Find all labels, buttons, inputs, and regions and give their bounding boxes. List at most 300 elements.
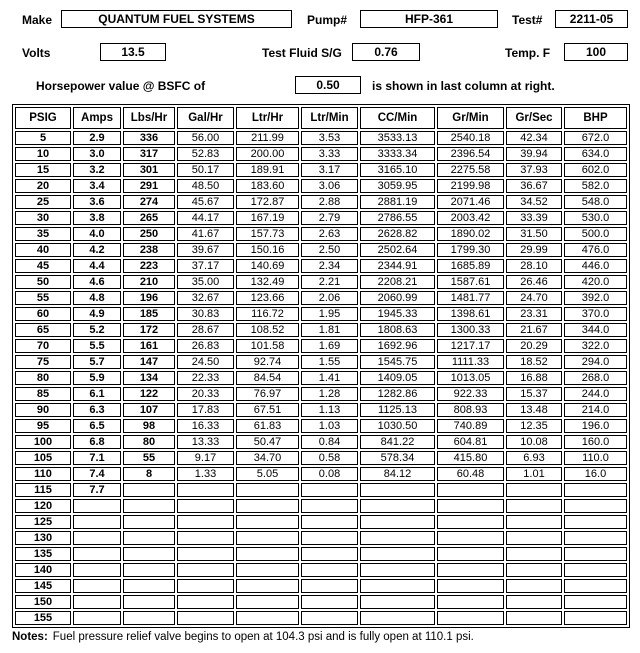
table-row [15, 307, 627, 321]
table-cell: 1545.75 [360, 355, 435, 369]
table-cell: 15.37 [506, 387, 562, 401]
table-cell [564, 611, 627, 625]
table-cell: 1808.63 [360, 323, 435, 337]
table-cell: 301 [123, 163, 175, 177]
table-cell: 7.4 [73, 467, 121, 481]
table-cell: 9.17 [177, 451, 234, 465]
table-cell [73, 531, 121, 545]
table-cell: 80 [123, 435, 175, 449]
table-cell: 55 [123, 451, 175, 465]
table-cell [123, 499, 175, 513]
table-row [15, 291, 627, 305]
table-cell: 0.84 [301, 435, 358, 449]
table-cell [177, 611, 234, 625]
table-cell: 90 [15, 403, 71, 417]
table-row [15, 419, 627, 433]
table-cell: 1481.77 [437, 291, 504, 305]
table-cell [301, 547, 358, 561]
column-header: Lbs/Hr [123, 107, 175, 129]
table-cell: 2199.98 [437, 179, 504, 193]
table-cell [564, 515, 627, 529]
column-header: Gr/Min [437, 107, 504, 129]
table-cell: 134 [123, 371, 175, 385]
table-cell [73, 579, 121, 593]
table-cell: 2071.46 [437, 195, 504, 209]
column-header: Gr/Sec [506, 107, 562, 129]
table-cell: 21.67 [506, 323, 562, 337]
table-cell: 84.12 [360, 467, 435, 481]
table-cell: 244.0 [564, 387, 627, 401]
table-cell: 1799.30 [437, 243, 504, 257]
table-cell [360, 563, 435, 577]
table-cell [301, 531, 358, 545]
table-cell [437, 499, 504, 513]
table-cell: 6.3 [73, 403, 121, 417]
table-row [15, 531, 627, 545]
table-cell: 1030.50 [360, 419, 435, 433]
table-cell [437, 611, 504, 625]
table-cell [123, 563, 175, 577]
table-row [15, 227, 627, 241]
table-cell: 294.0 [564, 355, 627, 369]
table-cell [236, 499, 299, 513]
table-cell [236, 515, 299, 529]
table-cell [301, 595, 358, 609]
table-cell: 35 [15, 227, 71, 241]
table-cell: 1282.86 [360, 387, 435, 401]
table-cell: 1.01 [506, 467, 562, 481]
table-body [15, 131, 627, 625]
table-cell [360, 499, 435, 513]
table-cell [177, 547, 234, 561]
table-cell: 41.67 [177, 227, 234, 241]
table-cell [123, 531, 175, 545]
table-cell: 150.16 [236, 243, 299, 257]
table-row [15, 483, 627, 497]
table-cell: 1.95 [301, 307, 358, 321]
table-cell: 3.8 [73, 211, 121, 225]
table-cell: 5.9 [73, 371, 121, 385]
table-cell: 1398.61 [437, 307, 504, 321]
make-label: Make [22, 13, 53, 27]
table-cell: 3333.34 [360, 147, 435, 161]
table-cell: 5.05 [236, 467, 299, 481]
table-cell: 922.33 [437, 387, 504, 401]
table-cell: 25 [15, 195, 71, 209]
table-row [15, 435, 627, 449]
table-cell: 1300.33 [437, 323, 504, 337]
table-cell: 36.67 [506, 179, 562, 193]
table-cell: 42.34 [506, 131, 562, 145]
table-cell [506, 547, 562, 561]
test-fluid-sg-label: Test Fluid S/G [262, 46, 342, 60]
table-cell: 530.0 [564, 211, 627, 225]
table-cell: 370.0 [564, 307, 627, 321]
table-cell: 4.0 [73, 227, 121, 241]
table-cell: 196.0 [564, 419, 627, 433]
column-header: CC/Min [360, 107, 435, 129]
table-cell [301, 611, 358, 625]
table-cell: 12.35 [506, 419, 562, 433]
table-cell: 24.70 [506, 291, 562, 305]
table-cell [437, 595, 504, 609]
table-cell: 110 [15, 467, 71, 481]
table-cell: 3.17 [301, 163, 358, 177]
table-cell: 185 [123, 307, 175, 321]
table-row [15, 355, 627, 369]
table-cell [301, 563, 358, 577]
table-cell: 1125.13 [360, 403, 435, 417]
table-cell: 274 [123, 195, 175, 209]
table-cell [506, 499, 562, 513]
table-cell: 172.87 [236, 195, 299, 209]
table-cell: 76.97 [236, 387, 299, 401]
table-cell: 5.7 [73, 355, 121, 369]
table-cell: 110.0 [564, 451, 627, 465]
table-cell: 157.73 [236, 227, 299, 241]
table-row [15, 547, 627, 561]
table-cell: 120 [15, 499, 71, 513]
table-cell: 2.79 [301, 211, 358, 225]
table-cell: 200.00 [236, 147, 299, 161]
table-cell: 446.0 [564, 259, 627, 273]
make-field[interactable]: QUANTUM FUEL SYSTEMS [61, 10, 292, 28]
table-cell: 40 [15, 243, 71, 257]
table-row [15, 147, 627, 161]
table-cell [73, 515, 121, 529]
temp-field[interactable]: 100 [564, 43, 628, 61]
table-cell [437, 579, 504, 593]
table-cell: 196 [123, 291, 175, 305]
table-cell: 50 [15, 275, 71, 289]
table-cell: 3533.13 [360, 131, 435, 145]
table-cell: 56.00 [177, 131, 234, 145]
table-cell [360, 579, 435, 593]
table-cell [73, 547, 121, 561]
table-cell: 24.50 [177, 355, 234, 369]
table-cell: 135 [15, 547, 71, 561]
table-cell [506, 515, 562, 529]
table-cell [123, 547, 175, 561]
table-cell: 2.06 [301, 291, 358, 305]
table-cell: 0.08 [301, 467, 358, 481]
table-cell: 34.52 [506, 195, 562, 209]
table-cell [177, 483, 234, 497]
volts-label: Volts [22, 46, 51, 60]
table-row [15, 275, 627, 289]
table-cell: 548.0 [564, 195, 627, 209]
table-cell [506, 563, 562, 577]
table-row [15, 323, 627, 337]
table-cell: 22.33 [177, 371, 234, 385]
table-cell: 500.0 [564, 227, 627, 241]
table-cell: 16.33 [177, 419, 234, 433]
table-cell: 2060.99 [360, 291, 435, 305]
table-cell: 30.83 [177, 307, 234, 321]
table-cell: 150 [15, 595, 71, 609]
table-cell: 2540.18 [437, 131, 504, 145]
table-cell [73, 499, 121, 513]
table-cell [177, 579, 234, 593]
table-cell: 17.83 [177, 403, 234, 417]
table-cell: 5 [15, 131, 71, 145]
table-row [15, 163, 627, 177]
table-cell: 60.48 [437, 467, 504, 481]
table-cell: 415.80 [437, 451, 504, 465]
table-cell: 44.17 [177, 211, 234, 225]
table-row [15, 499, 627, 513]
table-cell: 1587.61 [437, 275, 504, 289]
column-header: PSIG [15, 107, 71, 129]
table-cell [506, 531, 562, 545]
table-cell: 30 [15, 211, 71, 225]
table-cell: 740.89 [437, 419, 504, 433]
table-cell: 16.0 [564, 467, 627, 481]
table-cell [301, 483, 358, 497]
table-cell: 29.99 [506, 243, 562, 257]
table-cell: 3.06 [301, 179, 358, 193]
table-cell: 1692.96 [360, 339, 435, 353]
table-cell [437, 547, 504, 561]
table-cell [236, 563, 299, 577]
table-cell: 392.0 [564, 291, 627, 305]
table-cell: 130 [15, 531, 71, 545]
table-row [15, 451, 627, 465]
table-cell [73, 611, 121, 625]
table-cell: 10 [15, 147, 71, 161]
table-cell [506, 611, 562, 625]
table-cell: 2275.58 [437, 163, 504, 177]
table-cell [360, 595, 435, 609]
notes-label: Notes: [12, 631, 48, 643]
table-header-row [15, 107, 627, 129]
table-cell: 1.13 [301, 403, 358, 417]
table-cell: 6.8 [73, 435, 121, 449]
table-cell: 31.50 [506, 227, 562, 241]
table-cell: 3.4 [73, 179, 121, 193]
table-cell: 3.2 [73, 163, 121, 177]
column-header: Ltr/Min [301, 107, 358, 129]
table-cell: 3.33 [301, 147, 358, 161]
table-cell: 3.0 [73, 147, 121, 161]
table-cell: 604.81 [437, 435, 504, 449]
table-cell: 13.48 [506, 403, 562, 417]
table-cell [123, 611, 175, 625]
table-cell: 132.49 [236, 275, 299, 289]
table-cell: 0.58 [301, 451, 358, 465]
notes-row [12, 631, 474, 643]
table-cell: 634.0 [564, 147, 627, 161]
table-cell: 60 [15, 307, 71, 321]
table-cell: 18.52 [506, 355, 562, 369]
table-row [15, 595, 627, 609]
table-cell: 808.93 [437, 403, 504, 417]
pump-field[interactable]: HFP-361 [360, 10, 498, 28]
table-cell: 98 [123, 419, 175, 433]
volts-field[interactable]: 13.5 [100, 43, 166, 61]
table-cell: 1.69 [301, 339, 358, 353]
table-row [15, 611, 627, 625]
table-cell [236, 531, 299, 545]
table-cell: 37.93 [506, 163, 562, 177]
table-cell: 125 [15, 515, 71, 529]
table-cell: 2.88 [301, 195, 358, 209]
table-cell: 6.1 [73, 387, 121, 401]
table-cell: 1945.33 [360, 307, 435, 321]
column-header: Amps [73, 107, 121, 129]
table-cell: 116.72 [236, 307, 299, 321]
table-cell [123, 515, 175, 529]
table-cell: 167.19 [236, 211, 299, 225]
table-cell: 20.33 [177, 387, 234, 401]
table-cell: 3059.95 [360, 179, 435, 193]
table-cell [506, 579, 562, 593]
table-cell [236, 547, 299, 561]
table-cell [437, 483, 504, 497]
table-row [15, 131, 627, 145]
table-cell [360, 515, 435, 529]
test-fluid-sg-field[interactable]: 0.76 [352, 43, 420, 61]
table-cell: 1111.33 [437, 355, 504, 369]
temp-label: Temp. F [505, 46, 551, 60]
table-cell: 55 [15, 291, 71, 305]
table-cell: 95 [15, 419, 71, 433]
table-cell: 123.66 [236, 291, 299, 305]
table-cell: 39.67 [177, 243, 234, 257]
table-cell [236, 483, 299, 497]
table-cell: 1.55 [301, 355, 358, 369]
table-row [15, 179, 627, 193]
table-cell: 10.08 [506, 435, 562, 449]
table-cell: 70 [15, 339, 71, 353]
table-cell: 1.33 [177, 467, 234, 481]
table-cell [360, 531, 435, 545]
table-cell: 5.5 [73, 339, 121, 353]
table-cell: 223 [123, 259, 175, 273]
table-cell: 33.39 [506, 211, 562, 225]
table-cell: 45 [15, 259, 71, 273]
flow-data-table [12, 104, 630, 628]
table-cell: 28.67 [177, 323, 234, 337]
table-cell [506, 483, 562, 497]
horsepower-suffix: is shown in last column at right. [372, 79, 555, 93]
column-header: Ltr/Hr [236, 107, 299, 129]
table-cell: 1.41 [301, 371, 358, 385]
table-cell [123, 483, 175, 497]
table-cell [360, 611, 435, 625]
table-cell [564, 547, 627, 561]
table-cell: 2502.64 [360, 243, 435, 257]
table-cell [564, 531, 627, 545]
table-cell: 1.03 [301, 419, 358, 433]
table-cell: 2.63 [301, 227, 358, 241]
table-cell: 100 [15, 435, 71, 449]
table-cell [177, 499, 234, 513]
table-cell: 155 [15, 611, 71, 625]
column-header: Gal/Hr [177, 107, 234, 129]
table-cell [73, 595, 121, 609]
table-cell [360, 483, 435, 497]
table-cell: 8 [123, 467, 175, 481]
table-row [15, 339, 627, 353]
table-cell: 1685.89 [437, 259, 504, 273]
table-row [15, 195, 627, 209]
table-cell: 1013.05 [437, 371, 504, 385]
table-cell [123, 579, 175, 593]
table-cell: 115 [15, 483, 71, 497]
table-cell [236, 611, 299, 625]
table-cell: 578.34 [360, 451, 435, 465]
table-cell: 15 [15, 163, 71, 177]
table-cell: 189.91 [236, 163, 299, 177]
table-cell: 672.0 [564, 131, 627, 145]
table-cell: 172 [123, 323, 175, 337]
table-cell: 602.0 [564, 163, 627, 177]
table-cell: 107 [123, 403, 175, 417]
table-cell: 4.9 [73, 307, 121, 321]
bsfc-field[interactable]: 0.50 [295, 76, 361, 94]
table-cell: 84.54 [236, 371, 299, 385]
table-cell: 16.88 [506, 371, 562, 385]
table-cell: 322.0 [564, 339, 627, 353]
table-cell: 160.0 [564, 435, 627, 449]
table-row [15, 467, 627, 481]
table-cell: 35.00 [177, 275, 234, 289]
table-cell [437, 515, 504, 529]
table-cell: 39.94 [506, 147, 562, 161]
table-cell: 3165.10 [360, 163, 435, 177]
table-cell: 2.34 [301, 259, 358, 273]
table-cell: 238 [123, 243, 175, 257]
table-row [15, 515, 627, 529]
table-cell: 420.0 [564, 275, 627, 289]
table-cell: 2344.91 [360, 259, 435, 273]
table-cell: 105 [15, 451, 71, 465]
table-cell: 122 [123, 387, 175, 401]
notes-text: Fuel pressure relief valve begins to open at 104.3 psi and is fully open at 110.1 psi. [52, 631, 474, 643]
table-cell: 20 [15, 179, 71, 193]
table-cell: 6.5 [73, 419, 121, 433]
table-cell: 52.83 [177, 147, 234, 161]
table-cell: 34.70 [236, 451, 299, 465]
table-cell: 7.1 [73, 451, 121, 465]
table-cell: 1409.05 [360, 371, 435, 385]
table-cell: 65 [15, 323, 71, 337]
table-cell: 147 [123, 355, 175, 369]
table-cell: 2881.19 [360, 195, 435, 209]
table-cell: 32.67 [177, 291, 234, 305]
table-cell: 92.74 [236, 355, 299, 369]
table-cell: 23.31 [506, 307, 562, 321]
table-cell [564, 595, 627, 609]
table-cell: 7.7 [73, 483, 121, 497]
table-cell: 140.69 [236, 259, 299, 273]
table-row [15, 387, 627, 401]
table-row [15, 403, 627, 417]
table-cell: 4.6 [73, 275, 121, 289]
table-cell [564, 579, 627, 593]
table-cell: 210 [123, 275, 175, 289]
table-cell [73, 563, 121, 577]
table-cell: 1.28 [301, 387, 358, 401]
table-cell [437, 531, 504, 545]
test-field[interactable]: 2211-05 [555, 10, 628, 28]
table-cell [177, 563, 234, 577]
table-cell: 3.6 [73, 195, 121, 209]
table-cell: 4.4 [73, 259, 121, 273]
test-label: Test# [512, 13, 543, 27]
table-cell: 26.83 [177, 339, 234, 353]
